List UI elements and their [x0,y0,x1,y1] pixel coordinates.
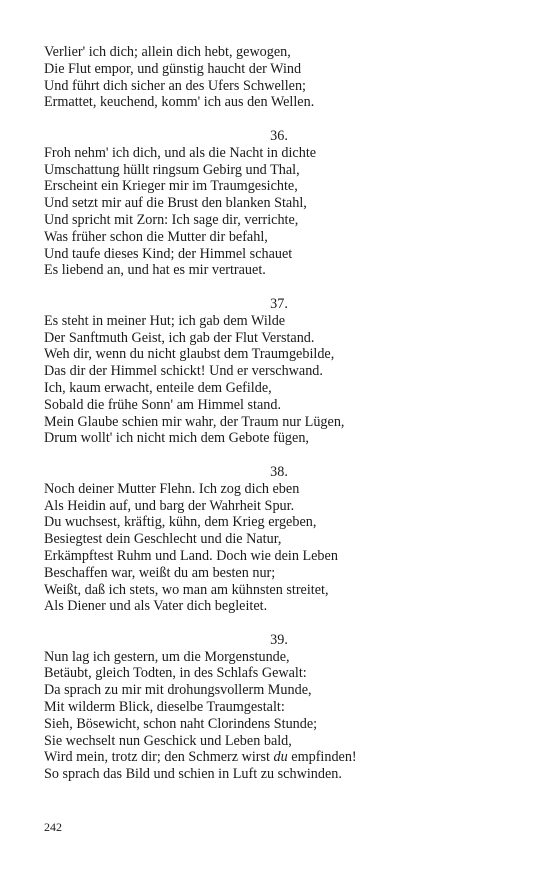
verse-line: Noch deiner Mutter Flehn. Ich zog dich eben [44,480,300,497]
stanza-spacer [44,279,514,296]
verse-line: Das dir der Himmel schickt! Und er verschwand. [44,363,323,380]
verse-line: Ich, kaum erwacht, enteile dem Gefilde, [44,379,272,396]
verse-line: Drum wollt' ich nicht mich dem Gebote fügen, [44,430,309,447]
verse-line: Mein Glaube schien mir wahr, der Traum nur Lügen, [44,413,345,430]
verse-line: Der Sanftmuth Geist, ich gab der Flut Verstand. [44,329,315,346]
verse-text: empfinden! [287,749,357,766]
verse-line: Froh nehm' ich dich, und als die Nacht in dichte [44,144,317,161]
stanza-spacer [44,447,514,464]
verse-line-with-emphasis [44,749,514,766]
verse-line: Die Flut empor, und günstig haucht der Wind [44,60,302,77]
stanza-38 [44,464,514,615]
verse-line: Und setzt mir auf die Brust den blanken Stahl, [44,195,307,212]
verse-line: Und taufe dieses Kind; der Himmel schauet [44,245,293,262]
poem-text [44,44,514,783]
verse-line: Du wuchsest, kräftig, kühn, dem Krieg ergeben, [44,514,317,531]
emphasized-word: du [273,749,288,766]
verse-line: Als Diener und als Vater dich begleitet. [44,598,268,615]
verse-line: Erkämpftest Ruhm und Land. Doch wie dein Leben [44,547,338,564]
opening-stanza-fragment [44,44,514,111]
verse-line: Verlier' ich dich; allein dich hebt, gewogen, [44,44,291,60]
verse-line: Und führt dich sicher an des Ufers Schwellen; [44,77,306,94]
verse-line: Mit wilderm Blick, dieselbe Traumgestalt: [44,699,285,716]
stanza-number: 39. [270,631,288,648]
verse-line: Ermattet, keuchend, komm' ich aus den Wellen. [44,94,315,111]
verse-line: Als Heidin auf, und barg der Wahrheit Spur. [44,497,295,514]
verse-line: Umschattung hüllt ringsum Gebirg und Thal, [44,161,300,178]
stanza-39 [44,632,514,783]
verse-line: Sieh, Bösewicht, schon naht Clorindens Stunde; [44,715,318,732]
stanza-spacer [44,615,514,632]
stanza-spacer [44,111,514,128]
verse-line: Es steht in meiner Hut; ich gab dem Wilde [44,312,286,329]
verse-line: Erscheint ein Krieger mir im Traumgesichte, [44,178,298,195]
verse-line: Da sprach zu mir mit drohungsvollerm Munde, [44,682,312,699]
stanza-number: 38. [270,463,288,480]
verse-line: Und spricht mit Zorn: Ich sage dir, verrichte, [44,211,299,228]
verse-line: Sie wechselt nun Geschick und Leben bald, [44,732,292,749]
verse-line: Weißt, daß ich stets, wo man am kühnsten streitet, [44,581,329,598]
stanza-number: 37. [270,295,288,312]
stanza-36 [44,128,514,279]
verse-line: Sobald die frühe Sonn' am Himmel stand. [44,396,282,413]
stanza-number: 36. [270,127,288,144]
verse-line: So sprach das Bild und schien in Luft zu schwinden. [44,766,342,783]
verse-line: Was früher schon die Mutter dir befahl, [44,228,268,245]
verse-line: Nun lag ich gestern, um die Morgenstunde, [44,648,290,665]
verse-line: Besiegtest dein Geschlecht und die Natur, [44,531,282,548]
verse-text: Wird mein, trotz dir; den Schmerz wirst [44,749,274,766]
page-number: 242 [44,820,62,834]
verse-line: Betäubt, gleich Todten, in des Schlafs Gewalt: [44,665,307,682]
verse-line: Weh dir, wenn du nicht glaubst dem Traumgebilde, [44,346,335,363]
verse-line: Beschaffen war, weißt du am besten nur; [44,564,276,581]
stanza-37 [44,296,514,447]
verse-line: Es liebend an, und hat es mir vertrauet. [44,262,266,279]
